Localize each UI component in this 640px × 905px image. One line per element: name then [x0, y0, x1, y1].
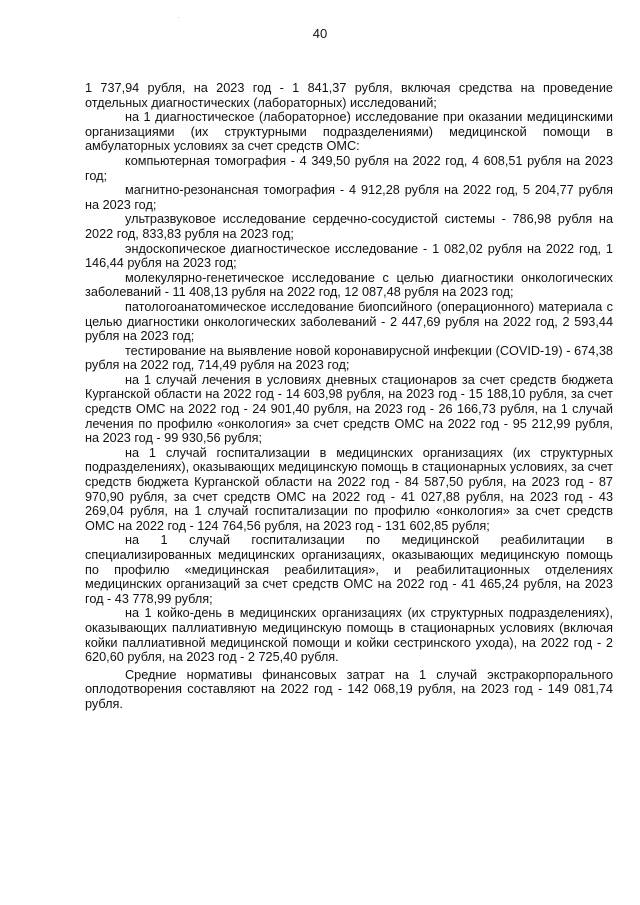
paragraph-ultrasound: ультразвуковое исследование сердечно-сосудистой системы - 786,98 рубля на 2022 год, 833,83 рубля на 2023 год;: [85, 212, 613, 241]
paragraph-covid-testing: тестирование на выявление новой коронавирусной инфекции (COVID-19) - 674,38 рубля на 2022 год, 714,49 рубля на 2023 год;: [85, 343, 613, 373]
paragraph-hospitalization: на 1 случай госпитализации в медицинских организациях (их структурных подразделениях), оказывающих медицинскую помощь в стационарных условиях, за счет средств бюджета Курганской области на 2022 год - 84 587,50 рубля, на 2023 год - 87 970,90 рубля, за счет средств ОМС на 2022 год - 41 027,88 рубля, на 2023 год - 43 269,04 рубля, на 1 случай госпитализации по профилю «онкология» за счет средств ОМС на 2022 год - 124 764,56 рубля, на 2023 год - 131 602,85 рубля;: [85, 445, 613, 533]
paragraph-mri: магнитно-резонансная томография - 4 912,28 рубля на 2022 год, 5 204,77 рубля на 2023 год;: [85, 183, 613, 212]
page-number: 40: [312, 26, 328, 41]
paragraph-pathology: патологоанатомическое исследование биопсийного (операционного) материала с целью диагностики онкологических заболеваний - 2 447,69 рубля на 2022 год, 2 593,44 рубля на 2023 год;: [85, 299, 613, 344]
paragraph-rehabilitation: на 1 случай госпитализации по медицинской реабилитации в специализированных медицинских организациях, оказывающих медицинскую помощь по профилю «медицинская реабилитация», и реабилитационных отделениях медицинских организаций за счет средств ОМС на 2022 год - 41 465,24 рубля, на 2023 год - 43 778,99 рубля;: [85, 533, 613, 606]
document-body: [85, 81, 613, 712]
paragraph-ivf: Средние нормативы финансовых затрат на 1 случай экстракорпорального оплодотворения составляют на 2022 год - 142 068,19 рубля, на 2023 год - 149 081,74 рубля.: [85, 667, 613, 711]
paragraph-palliative: на 1 койко-день в медицинских организациях (их структурных подразделениях), оказывающих паллиативную медицинскую помощь в стационарных условиях (включая койки паллиативной медицинской помощи и койки сестринского ухода), на 2022 год - 2 620,60 рубля, на 2023 год - 2 725,40 рубля.: [85, 606, 613, 665]
paragraph-ct: компьютерная томография - 4 349,50 рубля на 2022 год, 4 608,51 рубля на 2023 год;: [85, 153, 613, 183]
paragraph-continuation: 1 737,94 рубля, на 2023 год - 1 841,37 рубля, включая средства на проведение отдельных диагностических (лабораторных) исследований;: [85, 81, 613, 110]
scan-mark: [178, 17, 179, 18]
paragraph-endoscopy: эндоскопическое диагностическое исследование - 1 082,02 рубля на 2022 год, 1 146,44 рубля на 2023 год;: [85, 241, 613, 271]
paragraph-molecular-genetic: молекулярно-генетическое исследование с целью диагностики онкологических заболеваний - 11 408,13 рубля на 2022 год, 12 087,48 рубля на 2023 год;: [85, 270, 613, 300]
paragraph-diagnostic-intro: на 1 диагностическое (лабораторное) исследование при оказании медицинскими организациями (их структурными подразделениями) медицинской помощи в амбулаторных условиях за счет средств ОМС:: [85, 110, 613, 154]
paragraph-day-hospital: на 1 случай лечения в условиях дневных стационаров за счет средств бюджета Курганской области на 2022 год - 14 603,98 рубля, на 2023 год - 15 188,10 рубля, за счет средств ОМС на 2022 год - 24 901,40 рубля, на 2023 год - 26 166,73 рубля, на 1 случай лечения по профилю «онкология» за счет средств ОМС на 2022 год - 95 212,99 рубля, на 2023 год - 99 930,56 рубля;: [85, 372, 613, 446]
